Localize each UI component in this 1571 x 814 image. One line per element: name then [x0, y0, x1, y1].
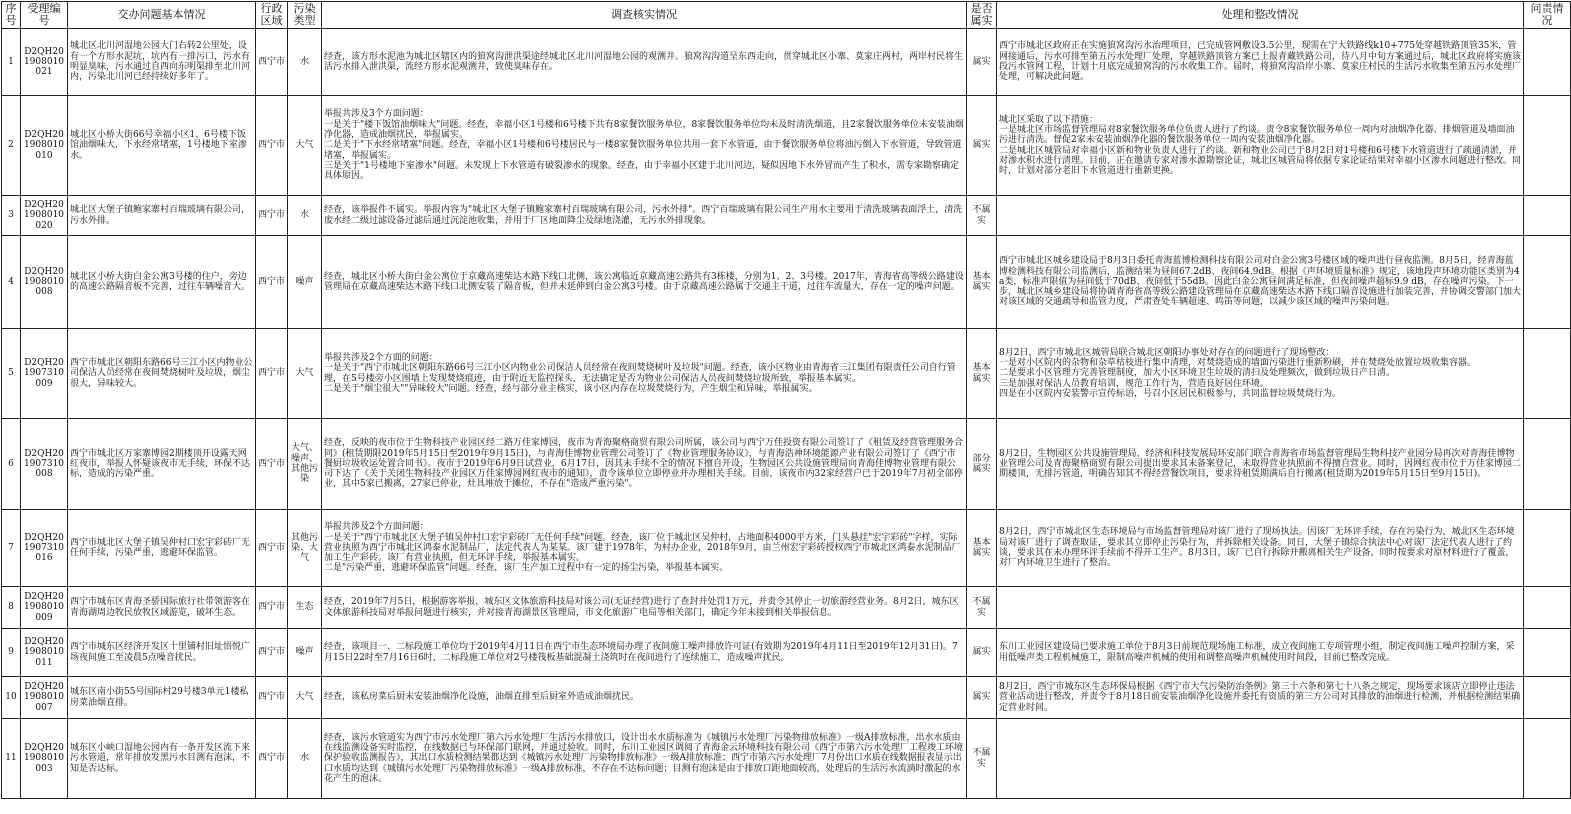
cell-investigation: 经查，该私房菜后厨未安装油烟净化设施，油烟直排至后厨室外造成油烟扰民。 — [322, 677, 967, 719]
cell-type: 噪声 — [288, 629, 322, 677]
cell-verified: 基本属实 — [967, 329, 997, 419]
cell-verified: 不属实 — [967, 719, 997, 799]
cell-verified: 不属实 — [967, 196, 997, 236]
cell-code: D2QH201908010009 — [21, 587, 68, 629]
cell-issue: 西宁市城北区万家寨博园2期楼顶开设露天网红夜市，举报人怀疑该夜市无手续，环保不达标，造成的污染严重。 — [68, 419, 256, 510]
cell-district: 西宁市 — [256, 719, 288, 799]
cell-type: 水 — [288, 196, 322, 236]
cell-code: D2QH201908010003 — [21, 719, 68, 799]
header-handling: 处理和整改情况 — [997, 2, 1524, 29]
cell-issue: 城东区南小街55号国际村29号楼3单元1楼私房菜油烟直排。 — [68, 677, 256, 719]
table-header-row — [2, 2, 1571, 29]
cell-investigation: 举报共涉及2个方面问题： 一是关于"西宁市城北区大堡子镇吴仲村口宏宇彩砖厂无任何手续"问题。经查，该厂位于城北区吴仲村，占地面积4000平方米，门头悬挂"宏宇彩砖"字样，实际营业执照为西宁市城北区鸿泰水泥制品厂，法定代表人为某某。该厂建于1978年，为村办企业，2018年9月，由兰州宏宇彩砖授权西宁市城北区鸿泰水泥制品厂加工生产彩砖。该厂有营业执照，但无环评手续，举报基本属实。 二是"污染严重，逃避环保监管"问题。经查，该厂生产加工过程中有一定的扬尘污染，举报基本属实。 — [322, 510, 967, 587]
header-code: 受理编号 — [21, 2, 68, 29]
cell-handling: 8月2日，西宁市城北区城管局联合城北区朝阳办事处对存在的问题进行了现场整改： 一是对小区院内的杂物和杂草枯枝进行集中清理，对焚烧造成的墙面污染进行重新粉刷，并在焚烧处放置垃圾收集容器。 二是要求小区管理方完善管理制度，加大小区环境卫生垃圾的清扫及处理频次，做到垃圾日产日清。 三是加强对保洁人员教育培训，规范工作行为，营造良好居住环境。 四是在小区院内安装警示宣传标语，号召小区居民积极参与，共同监督垃圾焚烧行为。 — [997, 329, 1524, 419]
table-row — [2, 677, 1571, 719]
cell-seq: 8 — [2, 587, 21, 629]
cell-district: 西宁市 — [256, 677, 288, 719]
cell-seq: 3 — [2, 196, 21, 236]
cell-code: D2QH201908010020 — [21, 196, 68, 236]
table-row — [2, 719, 1571, 799]
cell-handling — [997, 719, 1524, 799]
cell-verified: 属实 — [967, 629, 997, 677]
header-issue: 交办问题基本情况 — [68, 2, 256, 29]
cell-handling: 8月2日，西宁市城北区生态环境局与市场监督管理局对该厂进行了现场执法。因该厂无环评手续，存在污染行为，城北区生态环境局对该厂进行了调查取证，要求其立即停止污染行为，并拆除相关设备。同日，大堡子镇综合执法中心对该厂法定代表人进行了约谈，要求其在未办理环评手续前不得开工生产。8月3日，该厂已自行拆除并搬离相关生产设备，同时按要求对原材料进行了覆盖，对厂内环境卫生进行了整治。 — [997, 510, 1524, 587]
cell-handling: 城北区采取了以下措施： 一是城北区市场监督管理局对8家餐饮服务单位负责人进行了约谈。责令8家餐饮服务单位一周内对油烟净化器、排烟管道及墙面油污进行清洗。督促2家未安装油烟净化器的餐饮服务单位一周内安装油烟净化器。 二是城北区城管局对幸福小区新和物业负责人进行了约谈。新和物业公司已于8月2日对1号楼和6号楼下水管道进行了疏通清淤，并对渗水积水进行清理。目前，正在邀请专家对渗水源勘察论证，城北区城管局将依据专家论证结果对幸福小区渗水问题进行整改。同时，计划对部分老旧下水管道进行重新更换。 — [997, 96, 1524, 196]
cell-district: 西宁市 — [256, 629, 288, 677]
cell-district: 西宁市 — [256, 329, 288, 419]
cell-seq: 2 — [2, 96, 21, 196]
cell-investigation: 经查，2019年7月5日，根据游客举报，城东区文体旅游科技局对该公司(无证经营)进行了查封并处罚1万元，并责令其停止一切旅游经营业务。8月2日，城东区文体旅游科技局对举报问题进行核实，并对接青海湖景区管理局，市文化旅游广电局等相关部门，确定今年未接到相关举报信息。 — [322, 587, 967, 629]
cell-type: 噪声 — [288, 236, 322, 329]
header-seq: 序号 — [2, 2, 21, 29]
cell-accountability — [1524, 196, 1571, 236]
cell-investigation: 举报共涉及3个方面问题： 一是关于"楼下饭馆油烟味大"问题。经查，幸福小区1号楼和6号楼下共有8家餐饮服务单位，8家餐饮服务单位均未及时清洗烟道，且2家餐饮服务单位未安装油烟净化器，造成油烟扰民，举报属实。 二是关于"下水经常堵塞"问题。经查，幸福小区1号楼和6号楼居民与一楼8家餐饮服务单位共用一套下水管道，由于餐饮服务单位将油污倒入下水管道，导致管道堵塞，举报属实。 三是关于"1号楼地下室渗水"问题。未发现上下水管道有破裂渗水的现象。经查，由于幸福小区建于北川河边，疑似因地下水外冒而产生了积水，需专家勘察确定具体原因。 — [322, 96, 967, 196]
table-row — [2, 196, 1571, 236]
cell-issue: 城东区小峡口湿地公园内有一条开发区流下来污水管道，常年排放发黑污水目测有泡沫，不知是否达标。 — [68, 719, 256, 799]
table-row — [2, 329, 1571, 419]
cell-accountability — [1524, 629, 1571, 677]
cell-verified: 属实 — [967, 29, 997, 96]
cell-issue: 西宁市城北区大堡子镇吴仲村口宏宇彩砖厂无任何手续，污染严重，逃避环保监管。 — [68, 510, 256, 587]
header-investigation: 调查核实情况 — [322, 2, 967, 29]
cell-accountability — [1524, 587, 1571, 629]
cell-code: D2QH201908010008 — [21, 236, 68, 329]
cell-seq: 6 — [2, 419, 21, 510]
header-district: 行政区域 — [256, 2, 288, 29]
cell-issue: 城北区小桥大街66号幸福小区1、6号楼下饭馆油烟味大，下水经常堵塞，1号楼地下室渗水。 — [68, 96, 256, 196]
cell-issue: 城北区小桥大街白金公寓3号楼的住户，旁边的高速公路隔音板不完善，过往车辆噪音大。 — [68, 236, 256, 329]
cell-code: D2QH201907310009 — [21, 329, 68, 419]
cell-accountability — [1524, 510, 1571, 587]
cell-code: D2QH201907310008 — [21, 419, 68, 510]
cell-accountability — [1524, 29, 1571, 96]
cell-handling: 西宁市城北区政府正在实施狼窝沟污水治理项目，已完成管网敷设3.5公里，现需在宁大铁路线k10+775处穿越铁路顶管35米，管网接通后，污水可排至第五污水处理厂处理，穿越铁路顶管方案已上报青藏铁路公司，待八月中旬方案通过后，城北区政府将实施该段污水管网工程，计划十月底完成狼窝沟的污水收集工作。届时，将狼窝沟沿岸小寨、莫家庄村民的生活污水收集至第五污水处理厂处理，可解决此问题。 — [997, 29, 1524, 96]
cell-accountability — [1524, 677, 1571, 719]
table-row — [2, 96, 1571, 196]
cell-accountability — [1524, 96, 1571, 196]
cell-seq: 5 — [2, 329, 21, 419]
cell-investigation: 经查，反映的夜市位于生物科技产业园区经二路万佳家博园，夜市为青海聚格商贸有限公司所属，该公司与西宁万佳投资有限公司签订了《租赁及经营管理服务合同》(租赁期限2019年5月15日至2019年9月15日)，与青海佳博物业管理公司签订了《物业管理服务协议》，与青海浩神环境能源产业有限公司签订了《西宁市餐厨垃圾收运处置合同书》。夜市于2019年6月9日试营业，6月17日，因其未手续不全的情况下擅自开设，生物园区公共设施管理局向青海佳博物业管理有限公司下达了《关于关闭生物科技产业园区万佳家博园网红夜市的通知》，责令该单位立即停业并办理相关手续。目前，该夜市内32家经营户已于2019年7月初全部停业，其中5家已搬离，27家已停业，灶具堆放于摊位，不存在"造成严重污染"。 — [322, 419, 967, 510]
cell-verified: 基本属实 — [967, 510, 997, 587]
cell-investigation: 经查，该项目一、二标段施工单位均于2019年4月11日在西宁市生态环境局办理了夜间施工噪声排放许可证(有效期为2019年4月11日至2019年12月31日)。7月15日22时至7月16日6时，二标段施工单位对2号楼筏板基础混凝土浇筑时在夜间进行了连续施工，造成噪声扰民。 — [322, 629, 967, 677]
cell-handling: 西宁市城北区城乡建设局于8月3日委托青海蓝博检测科技有限公司对白金公寓3号楼区域的噪声进行昼夜监测。8月5日，经青海蓝博检测科技有限公司监测后，监测结果为昼间67.2dB、夜间64.9dB。根据《声环境质量标准》规定，该地段声环境功能区类别为4a类，标准声限值为昼间低于70dB、夜间低于55dB。因此白金公寓昼间满足标准，但夜间噪声超标9.9 dB，存在噪声污染。下一步，城北区城乡建设局将协调青海省高等级公路建设管理局在京藏高速柴达木路下线口隔音设施进行加装完善，并协调交警部门加大对该区域的交通疏导和监管力度，严肃查处车辆超速、鸣笛等问题，以减少该区域的噪声污染问题。 — [997, 236, 1524, 329]
cell-type: 大气 — [288, 96, 322, 196]
cell-investigation: 举报共涉及2个方面的问题： 一是关于"西宁市城北区朝阳东路66号三江小区内物业公司保洁人员经常在夜间焚烧树叶及垃圾"问题。经查，该小区物业由青海省三江集团有限责任公司自行管理，在5号楼旁小区围墙上发现焚烧痕迹，由于附近无监控探头，无法确定是否为物业公司保洁人员夜间焚烧垃圾所致，举报基本属实。 二是关于"烟尘很大""异味较大"问题。经查，经与部分业主核实，该小区内存在垃圾焚烧行为，产生烟尘和异味，举报属实。 — [322, 329, 967, 419]
cell-seq: 1 — [2, 29, 21, 96]
cell-district: 西宁市 — [256, 196, 288, 236]
table-row — [2, 587, 1571, 629]
header-type: 污染类型 — [288, 2, 322, 29]
cell-district: 西宁市 — [256, 419, 288, 510]
cell-issue: 西宁市城东区青海圣骄国际旅行社带领游客在青海湖周边牧民放牧区域游览，破坏生态。 — [68, 587, 256, 629]
cell-verified: 基本属实 — [967, 236, 997, 329]
cell-type: 水 — [288, 29, 322, 96]
cell-code: D2QH201908010021 — [21, 29, 68, 96]
cell-accountability — [1524, 419, 1571, 510]
cell-code: D2QH201908010007 — [21, 677, 68, 719]
cell-district: 西宁市 — [256, 587, 288, 629]
cell-type: 其他污染、大气 — [288, 510, 322, 587]
cell-district: 西宁市 — [256, 96, 288, 196]
table-row — [2, 510, 1571, 587]
cell-type: 生态 — [288, 587, 322, 629]
cell-accountability — [1524, 329, 1571, 419]
cell-type: 大气 — [288, 677, 322, 719]
cell-district: 西宁市 — [256, 236, 288, 329]
table-row — [2, 629, 1571, 677]
cell-accountability — [1524, 236, 1571, 329]
cell-seq: 10 — [2, 677, 21, 719]
cell-code: D2QH201907310016 — [21, 510, 68, 587]
table-row — [2, 236, 1571, 329]
cell-handling: 8月2日，西宁市城东区生态环保局根据《西宁市大气污染防治条例》第三十六条和第七十八条之规定，现场要求该店立即停止违法营业活动进行整改，并责令于8月18日前安装油烟净化设施并委托有资质的第三方公司对其排放的油烟进行检测，并根据检测结果确定营业时间。 — [997, 677, 1524, 719]
complaint-table — [1, 1, 1571, 799]
cell-issue: 城北区北川河湿地公园大门右转2公里处，设有一个方形水泥坑，坑内有一排污口，污水有明显臭味，污水通过自西向东明渠排至北川河内，污染北川河已经持续好多年了。 — [68, 29, 256, 96]
cell-investigation: 经查，该举报件不属实。举报内容为"城北区大堡子镇鲍家寨村百瑞玻璃有限公司，污水外排"。西宁百瑞玻璃有限公司生产用水主要用于清洗玻璃表面浮土，清洗废水经二级过滤设备过滤后通过沉淀池收集，并用于厂区地面降尘及绿地浇灌，无污水外排现象。 — [322, 196, 967, 236]
cell-seq: 11 — [2, 719, 21, 799]
cell-verified: 属实 — [967, 96, 997, 196]
cell-issue: 城北区大堡子镇鲍家寨村百瑞玻璃有限公司，污水外排。 — [68, 196, 256, 236]
cell-investigation: 经查，该方形水泥池为城北区辖区内的狼窝沟泄洪渠途经城北区北川河湿地公园的观测井。狼窝沟沟道呈东西走向，贯穿城北区小寨、莫家庄两村，两岸村民将生活污水排入泄洪渠，流经方形水泥观测井，致使臭味存在。 — [322, 29, 967, 96]
cell-verified: 不属实 — [967, 587, 997, 629]
cell-seq: 9 — [2, 629, 21, 677]
cell-verified: 属实 — [967, 677, 997, 719]
cell-handling — [997, 587, 1524, 629]
cell-type: 大气、噪声、其他污染 — [288, 419, 322, 510]
table-row — [2, 419, 1571, 510]
cell-investigation: 经查，该污水管道实为西宁市污水处理厂第六污水处理厂生活污水排放口，设计出水水质标准为《城镇污水处理厂污染物排放标准》一级A排放标准，出水水质由在线监测设备实时监控，在线数据已与环保部门联网，并通过验收。同时，东川工业园区调阅了青海金云环境科技有限公司《西宁市第六污水处理厂工程竣工环境保护验收监测报告》，其出口水质检测结果都达到《城镇污水处理厂污染物排放标准》一级A排放标准；西宁市第六污水处理厂7月份出口水质在线数据报表显示出口水质均达到《城镇污水处理厂污染物排放标准》一级A排放标准，不存在不达标问题；目测有泡沫是由于排放口距地面较高，处理后的生活污水流淌时激起的水花产生的泡沫。 — [322, 719, 967, 799]
cell-handling: 8月2日，生物园区公共设施管理局、经济和科技发展局环安部门联合青海省市场监督管理局生物科技产业园分局再次对青海佳博物业管理公司及青海聚格商贸有限公司提出要求其未备案登记，未取得营业执照前不得擅自营业。同时，因网红夜市位于万佳家博园二期楼顶，无排污管道，明确告知其不得经营餐饮项目，要求待租赁期满后自行搬离(租赁期为2019年5月15日至9月15日)。 — [997, 419, 1524, 510]
cell-code: D2QH201908010010 — [21, 96, 68, 196]
header-accountability: 问责情况 — [1524, 2, 1571, 29]
cell-issue: 西宁市城北区朝阳东路66号三江小区内物业公司保洁人员经常在夜间焚烧树叶及垃圾，烟尘很大，异味较大。 — [68, 329, 256, 419]
header-verified: 是否属实 — [967, 2, 997, 29]
cell-handling: 东川工业园区建设局已要求施工单位于8月3日前规范现场施工标准，成立夜间施工专项管理小组，制定夜间施工噪声控制方案，采用低噪声类工程机械施工，限制高噪声机械的使用和调整高噪声机械使用时间段，目前已整改完成。 — [997, 629, 1524, 677]
cell-handling — [997, 196, 1524, 236]
cell-seq: 4 — [2, 236, 21, 329]
cell-district: 西宁市 — [256, 510, 288, 587]
cell-type: 大气 — [288, 329, 322, 419]
table-row — [2, 29, 1571, 96]
cell-verified: 部分属实 — [967, 419, 997, 510]
cell-code: D2QH201908010011 — [21, 629, 68, 677]
cell-district: 西宁市 — [256, 29, 288, 96]
cell-issue: 西宁市城东区经济开发区十里铺村旧址悟悦广场夜间施工至凌晨5点噪音扰民。 — [68, 629, 256, 677]
cell-type: 水 — [288, 719, 322, 799]
cell-accountability — [1524, 719, 1571, 799]
cell-investigation: 经查，城北区小桥大街白金公寓位于京藏高速柴达木路下线口北侧，该公寓临近京藏高速公路共有3栋楼，分别为1、2、3号楼。2017年，青海省高等级公路建设管理局在京藏高速柴达木路下线口北侧安装了隔音板，但并未延伸到白金公寓3号楼。由于京藏高速公路属于交通主干道，过往车流量大，存在一定的噪声问题。 — [322, 236, 967, 329]
cell-seq: 7 — [2, 510, 21, 587]
